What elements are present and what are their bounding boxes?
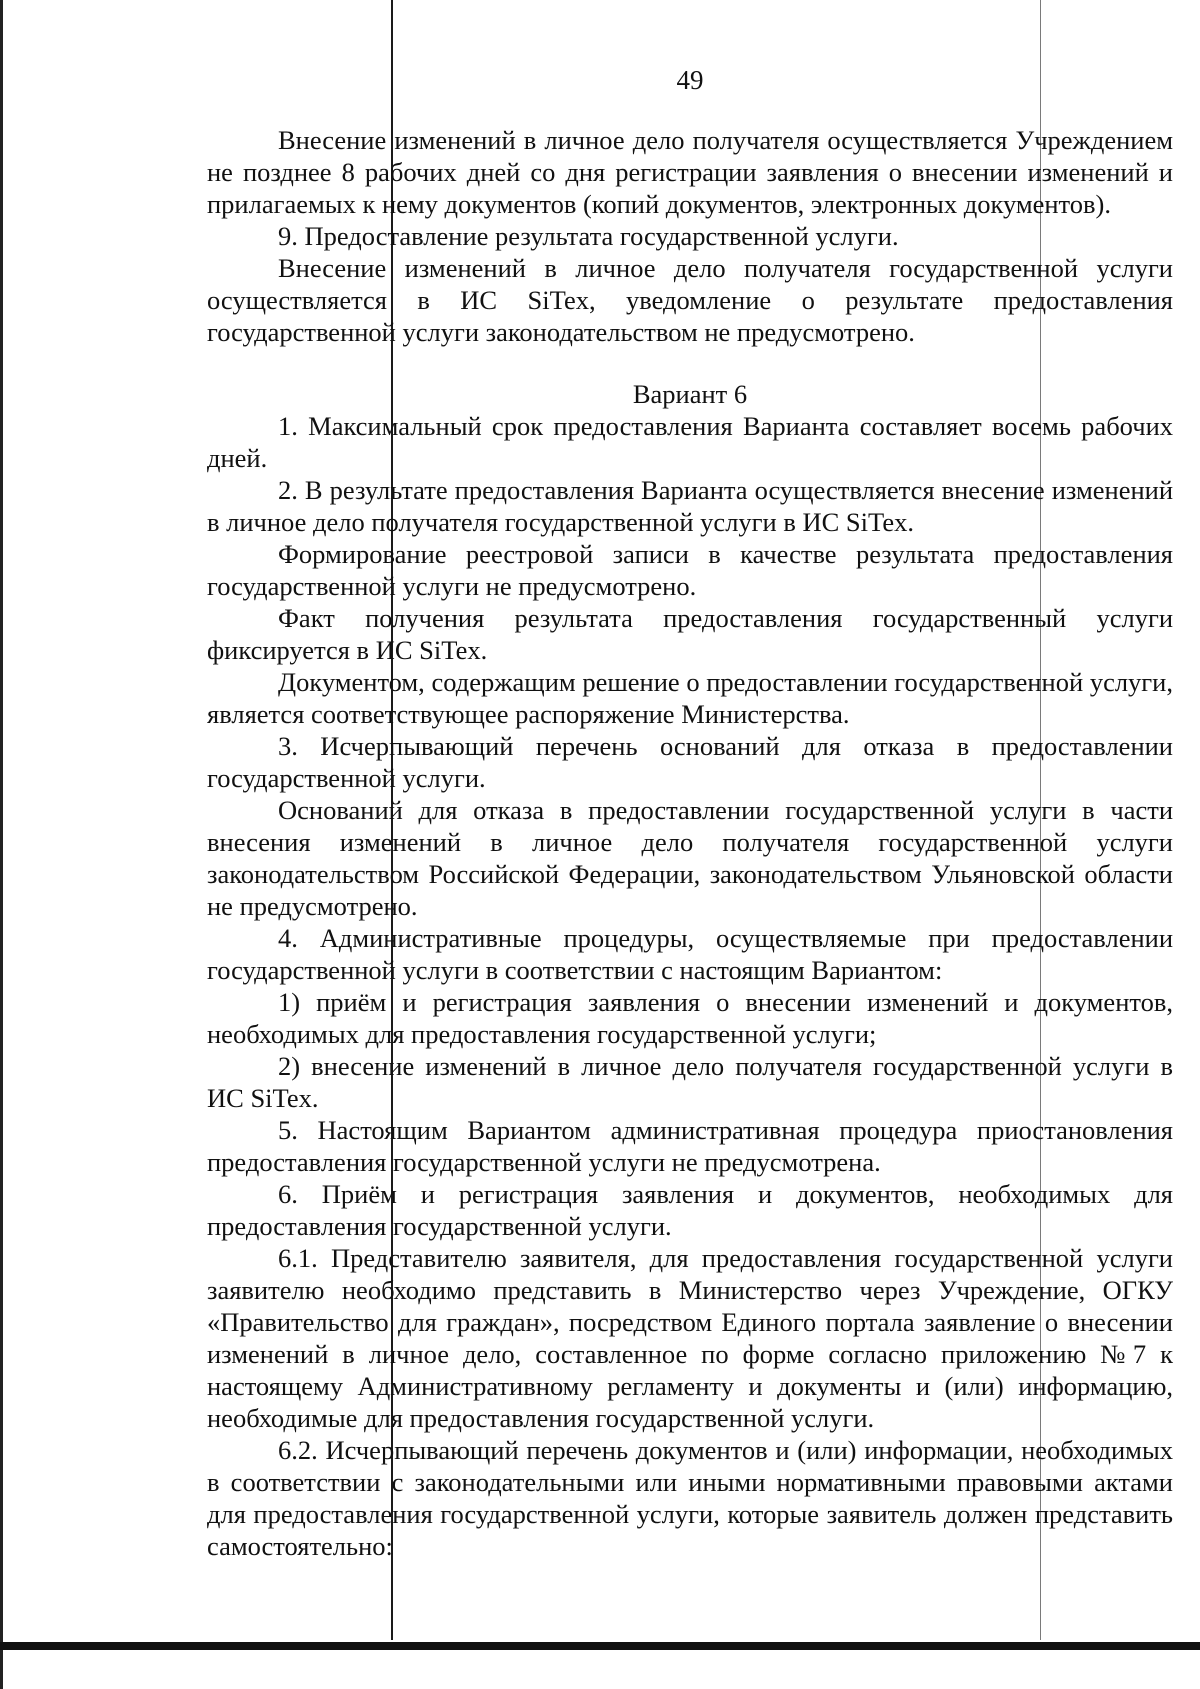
paragraph: 1. Максимальный срок предоставления Варианта составляет восемь рабочих дней. (207, 411, 1173, 473)
scan-left-edge (0, 0, 3, 1689)
paragraph: 9. Предоставление результата государственной услуги. (278, 221, 899, 251)
paragraph: Оснований для отказа в предоставлении государственной услуги в части внесения изменений в личное дело получателя государственной услуги законодательством Российской Федерации, законодательством Ульяновской области не предусмотрено. (207, 795, 1173, 921)
paragraph: 6.1. Представителю заявителя, для предоставления государственной услуги заявителю необходимо представить в Министерство через Учреждение, ОГКУ «Правительство для граждан», посредством Единого портала заявление о внесении изменений в личное дело, составленное по форме согласно приложению №7 к настоящему Административному регламенту и документы и (или) информацию, необходимые для предоставления государственной услуги. (207, 1243, 1173, 1433)
list-item: 1) приём и регистрация заявления о внесении изменений и документов, необходимых для предоставления государственной услуги; (207, 987, 1173, 1049)
document-page (207, 60, 1173, 1562)
paragraph: Формирование реестровой записи в качестве результата предоставления государственной услуги не предусмотрено. (207, 539, 1173, 601)
paragraph: Документом, содержащим решение о предоставлении государственной услуги, является соответствующее распоряжение Министерства. (207, 667, 1173, 729)
paragraph: 6. Приём и регистрация заявления и документов, необходимых для предоставления государственной услуги. (207, 1179, 1173, 1241)
paragraph: Внесение изменений в личное дело получателя осуществляется Учреждением не позднее 8 рабочих дней со дня регистрации заявления о внесении изменений и прилагаемых к нему документов (копий документов, электронных документов). (207, 125, 1173, 219)
paragraph: 2. В результате предоставления Варианта осуществляется внесение изменений в личное дело получателя государственной услуги в ИС SiTex. (207, 475, 1173, 537)
list-item: 2) внесение изменений в личное дело получателя государственной услуги в ИС SiTex. (207, 1051, 1173, 1113)
paragraph: 3. Исчерпывающий перечень оснований для отказа в предоставлении государственной услуги. (207, 731, 1173, 793)
page-number: 49 (676, 65, 704, 95)
section-heading: Вариант 6 (632, 379, 748, 409)
paragraph: Внесение изменений в личное дело получателя государственной услуги осуществляется в ИС SiTex, уведомление о результате предоставления государственной услуги законодательством не предусмотрено. (207, 253, 1173, 347)
scan-bottom-edge (0, 1642, 1200, 1650)
paragraph: 5. Настоящим Вариантом административная процедура приостановления предоставления государственной услуги не предусмотрена. (207, 1115, 1173, 1177)
paragraph: 4. Административные процедуры, осуществляемые при предоставлении государственной услуги в соответствии с настоящим Вариантом: (207, 923, 1173, 985)
paragraph: 6.2. Исчерпывающий перечень документов и (или) информации, необходимых в соответствии с законодательными или иными нормативными правовыми актами для предоставления государственной услуги, которые заявитель должен представить самостоятельно: (207, 1435, 1173, 1561)
paragraph: Факт получения результата предоставления государственный услуги фиксируется в ИС SiTex. (207, 603, 1173, 665)
